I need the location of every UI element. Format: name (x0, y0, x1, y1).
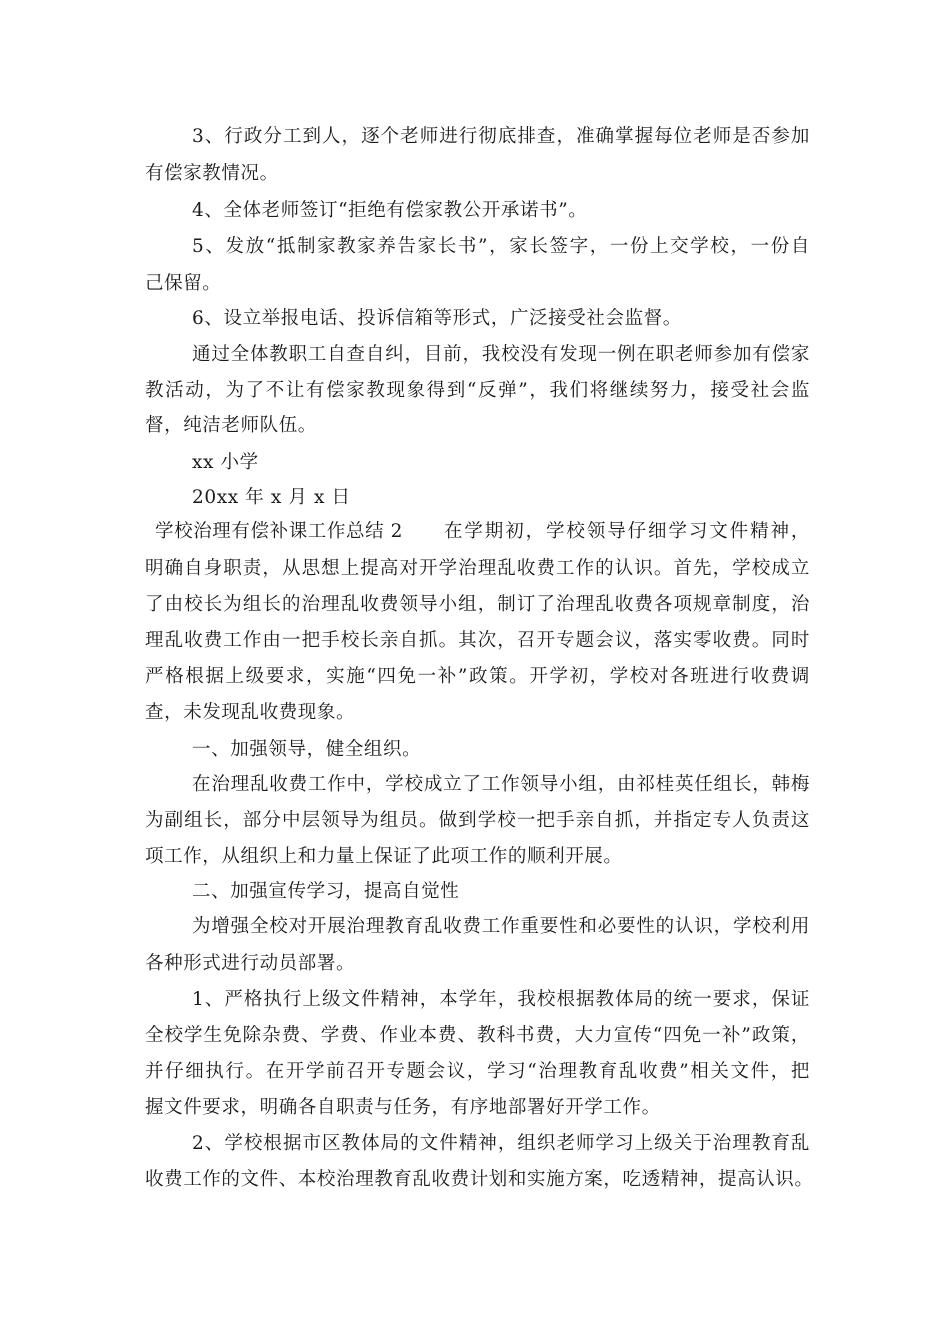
paragraph-line: 严格根据上级要求，实施“四免一补”政策。开学初，学校对各班进行收费调 (145, 666, 810, 687)
paragraph-line: 在学期初，学校领导仔细学习文件精神， (444, 521, 810, 542)
paragraph-line: 查，未发现乱收费现象。 (145, 702, 356, 723)
paragraph-line: 5、发放“抵制家教家养告家长书”，家长签字，一份上交学校，一份自 (192, 236, 810, 257)
paragraph-line: 收费工作的文件、本校治理教育乱收费计划和实施方案，吃透精神，提高认识。 (145, 1169, 814, 1190)
section-title: 学校治理有偿补课工作总结 2 (155, 521, 404, 542)
paragraph-line: 通过全体教职工自查自纠，目前，我校没有发现一例在职老师参加有偿家 (192, 344, 810, 365)
paragraph-line: 督，纯洁老师队伍。 (145, 415, 317, 436)
paragraph-line: 3、行政分工到人，逐个老师进行彻底排查，准确掌握每位老师是否参加 (192, 126, 810, 147)
paragraph-line: 己保留。 (145, 273, 222, 294)
paragraph-line: 教活动，为了不让有偿家教现象得到“反弹”，我们将继续努力，接受社会监 (145, 380, 810, 401)
paragraph-line: 2、学校根据市区教体局的文件精神，组织老师学习上级关于治理教育乱 (192, 1133, 810, 1154)
paragraph-line: 有偿家教情况。 (145, 163, 279, 184)
paragraph-line: 1、严格执行上级文件精神，本学年，我校根据教体局的统一要求，保证 (192, 989, 810, 1010)
paragraph-line: 了由校长为组长的治理乱收费领导小组，制订了治理乱收费各项规章制度，治 (145, 594, 810, 615)
paragraph-line: 6、设立举报电话、投诉信箱等形式，广泛接受社会监督。 (192, 308, 682, 329)
paragraph-line: 各种形式进行动员部署。 (145, 953, 356, 974)
paragraph-line: 项工作，从组织上和力量上保证了此项工作的顺利开展。 (145, 846, 623, 867)
paragraph-line: 并仔细执行。在开学前召开专题会议，学习“治理教育乱收费”相关文件，把 (145, 1061, 810, 1082)
paragraph-line: 为增强全校对开展治理教育乱收费工作重要性和必要性的认识，学校利用 (192, 916, 810, 937)
section-heading: 二、加强宣传学习，提高自觉性 (192, 881, 460, 902)
paragraph-line: 理乱收费工作由一把手校长亲自抓。其次，召开专题会议，落实零收费。同时 (145, 630, 810, 651)
paragraph-line: 握文件要求，明确各自职责与任务，有序地部署好开学工作。 (145, 1097, 661, 1118)
signature-date: 20xx 年 x 月 x 日 (192, 487, 351, 508)
paragraph-line: 明确自身职责，从思想上提高对开学治理乱收费工作的认识。首先，学校成立 (145, 558, 810, 579)
section-heading: 一、加强领导，健全组织。 (192, 739, 422, 760)
paragraph-line: 4、全体老师签订“拒绝有偿家教公开承诺书”。 (192, 200, 588, 221)
paragraph-line: 在治理乱收费工作中，学校成立了工作领导小组，由祁桂英任组长，韩梅 (192, 774, 810, 795)
signature-school: xx 小学 (192, 452, 259, 473)
paragraph-line: 全校学生免除杂费、学费、作业本费、教科书费，大力宣传“四免一补”政策， (145, 1025, 810, 1046)
paragraph-line: 为副组长，部分中层领导为组员。做到学校一把手亲自抓，并指定专人负责这 (145, 810, 810, 831)
